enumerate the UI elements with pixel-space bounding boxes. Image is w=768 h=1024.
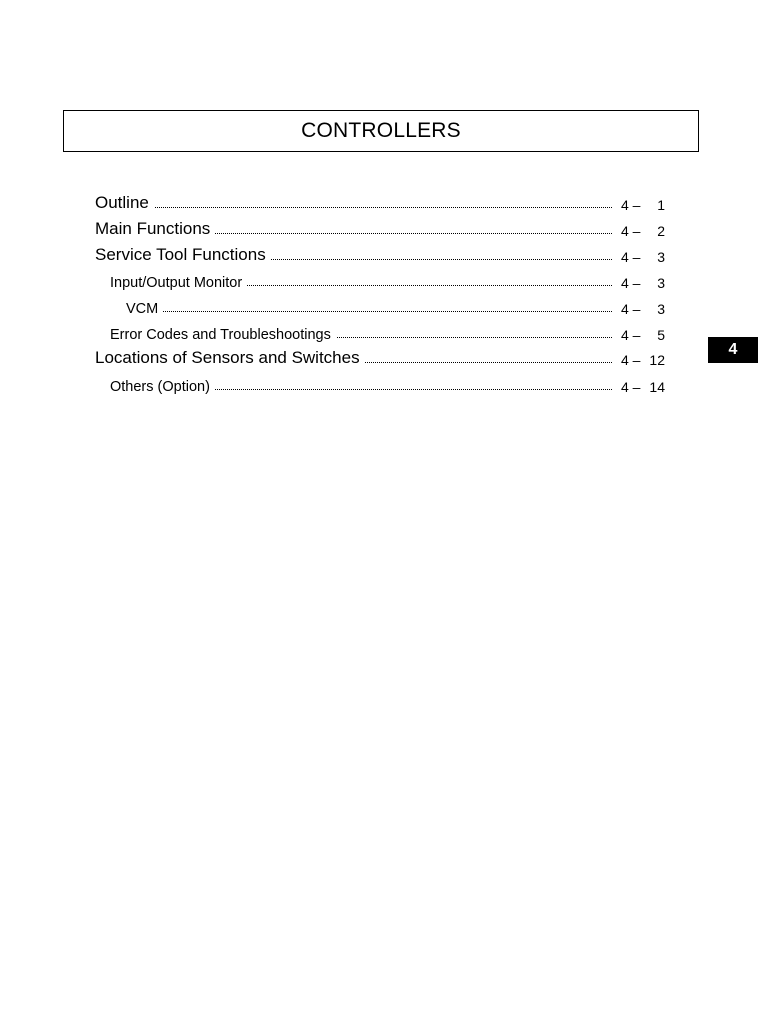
toc-entry-others-option[interactable] bbox=[0, 373, 768, 399]
toc-entry-page-number: 12 bbox=[649, 352, 665, 368]
toc-entry-label: Input/Output Monitor bbox=[110, 275, 247, 291]
toc-entry-page-number: 3 bbox=[657, 275, 665, 291]
toc-entry-service-tool-functions[interactable] bbox=[0, 243, 768, 269]
toc-entry-input-output-monitor[interactable] bbox=[0, 269, 768, 295]
toc-entry-label: Others (Option) bbox=[110, 379, 215, 395]
chapter-tab bbox=[708, 337, 758, 363]
toc-entry-main-functions[interactable] bbox=[0, 217, 768, 243]
toc-entry-page-number: 3 bbox=[657, 249, 665, 265]
toc-entry-page-number: 2 bbox=[657, 223, 665, 239]
toc-entry-label: Error Codes and Troubleshootings bbox=[110, 327, 336, 343]
toc-entry-chapter-number: 4 – bbox=[621, 249, 641, 265]
toc-entry-vcm[interactable] bbox=[0, 295, 768, 321]
toc-entry-chapter-number: 4 – bbox=[621, 327, 641, 343]
toc-entry-chapter-number: 4 – bbox=[621, 197, 641, 213]
toc-entry-chapter-number: 4 – bbox=[621, 301, 641, 317]
toc-entry-page-number: 1 bbox=[657, 197, 665, 213]
chapter-tab-label: 4 bbox=[728, 341, 738, 358]
toc-entry-label: Service Tool Functions bbox=[95, 245, 271, 265]
toc-entry-chapter-number: 4 – bbox=[621, 379, 641, 395]
toc-entry-outline[interactable] bbox=[0, 191, 768, 217]
toc-dot-leader bbox=[126, 311, 612, 312]
toc-entry-page-number: 5 bbox=[657, 327, 665, 343]
toc-entry-page-number: 14 bbox=[649, 379, 665, 395]
toc-entry-label: Outline bbox=[95, 193, 154, 213]
toc-entry-chapter-number: 4 – bbox=[621, 223, 641, 239]
chapter-title: CONTROLLERS bbox=[301, 119, 461, 142]
toc-entry-label: Main Functions bbox=[95, 219, 215, 239]
toc-entry-locations-of-sensors[interactable] bbox=[0, 346, 768, 372]
toc-entry-chapter-number: 4 – bbox=[621, 275, 641, 291]
toc-entry-label: Locations of Sensors and Switches bbox=[95, 348, 365, 368]
toc-entry-page-number: 3 bbox=[657, 301, 665, 317]
toc-entry-error-codes[interactable] bbox=[0, 321, 768, 347]
toc-entry-label: VCM bbox=[126, 301, 163, 317]
toc-dot-leader bbox=[95, 207, 612, 208]
toc-entry-chapter-number: 4 – bbox=[621, 352, 641, 368]
